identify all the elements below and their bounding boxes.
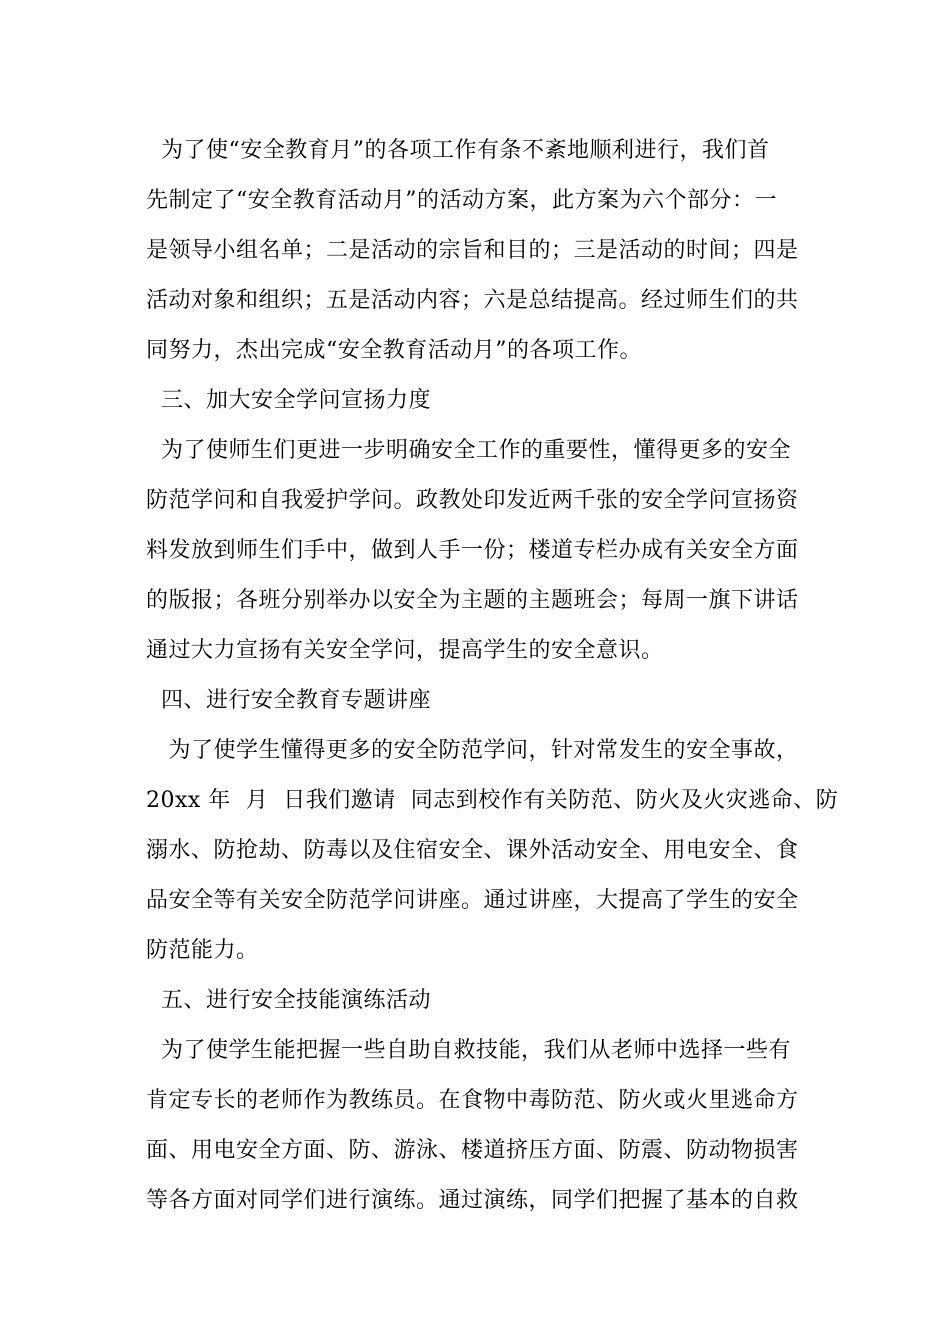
paragraph-line: 20xx 年 月 日我们邀请 同志到校作有关防范、防火及火灾逃命、防	[146, 788, 839, 813]
paragraph-line: 为了使学生懂得更多的安全防范学问，针对常发生的安全事故，	[146, 738, 799, 763]
paragraph-line: 为了使师生们更进一步明确安全工作的重要性，懂得更多的安全	[146, 438, 791, 463]
section-heading: 五、进行安全技能演练活动	[146, 988, 431, 1013]
paragraph-line: 同努力，杰出完成“安全教育活动月”的各项工作。	[146, 338, 642, 363]
paragraph-line: 肯定专长的老师作为教练员。在食物中毒防范、防火或火里逃命方	[146, 1088, 799, 1113]
paragraph-line: 面、用电安全方面、防、游泳、楼道挤压方面、防震、防动物损害	[146, 1138, 799, 1163]
paragraph-line: 先制定了“安全教育活动月”的活动方案，此方案为六个部分：一	[146, 188, 777, 213]
paragraph-line: 活动对象和组织；五是活动内容；六是总结提高。经过师生们的共	[146, 288, 799, 313]
paragraph-line: 品安全等有关安全防范学问讲座。通过讲座，大提高了学生的安全	[146, 888, 799, 913]
paragraph-line: 等各方面对同学们进行演练。通过演练，同学们把握了基本的自救	[146, 1188, 799, 1213]
paragraph-line: 防范能力。	[146, 938, 259, 963]
paragraph-line: 是领导小组名单；二是活动的宗旨和目的；三是活动的时间；四是	[146, 238, 799, 263]
paragraph-line: 防范学问和自我爱护学问。政教处印发近两千张的安全学问宣扬资	[146, 488, 799, 513]
section-heading: 四、进行安全教育专题讲座	[146, 688, 431, 713]
paragraph-line: 为了使学生能把握一些自助自救技能，我们从老师中选择一些有	[146, 1038, 791, 1063]
paragraph-line: 料发放到师生们手中，做到人手一份；楼道专栏办成有关安全方面	[146, 538, 799, 563]
paragraph-line: 溺水、防抢劫、防毒以及住宿安全、课外活动安全、用电安全、食	[146, 838, 799, 863]
paragraph-line: 通过大力宣扬有关安全学问，提高学生的安全意识。	[146, 638, 664, 663]
paragraph-line: 为了使“安全教育月”的各项工作有条不紊地顺利进行，我们首	[146, 138, 770, 163]
paragraph-line: 的版报；各班分别举办以安全为主题的主题班会；每周一旗下讲话	[146, 588, 799, 613]
section-heading: 三、加大安全学问宣扬力度	[146, 388, 431, 413]
